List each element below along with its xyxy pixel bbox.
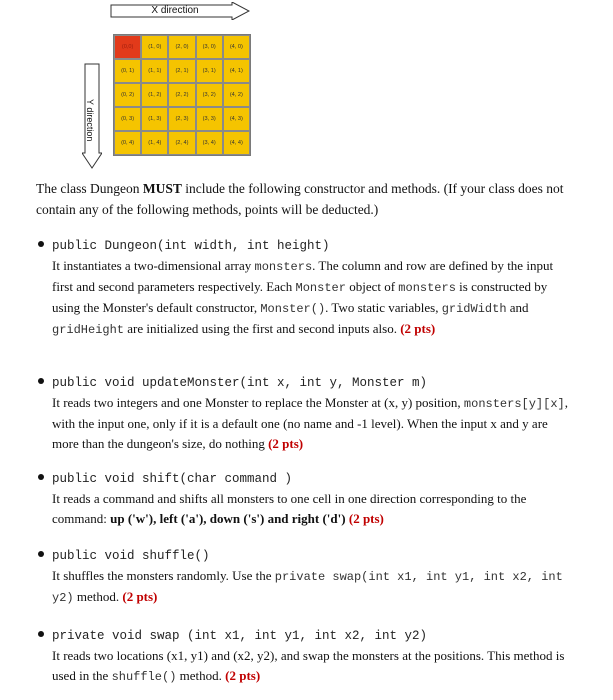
bullet-icon: [38, 241, 44, 247]
grid-cell: (0, 3): [114, 107, 141, 131]
grid-cell: (0, 2): [114, 83, 141, 107]
method-description: It reads two integers and one Monster to replace the Monster at (x, y) position, monsters[y][x], with the input one, only if it is a default one (no name and -1 level). When the input x and y are more than the dungeon's size, do nothing (2 pts): [52, 395, 568, 451]
intro-paragraph: [36, 178, 576, 220]
grid-cell: (1, 2): [141, 83, 168, 107]
grid-cell: (4, 2): [223, 83, 250, 107]
bullet-icon: [38, 474, 44, 480]
intro-must: MUST: [142, 181, 182, 196]
method-signature: public void updateMonster(int x, int y, Monster m): [52, 376, 428, 390]
bullet-icon: [38, 631, 44, 637]
grid-cell: (2, 3): [168, 107, 195, 131]
list-item-swap: [38, 626, 568, 687]
grid-cell: (3, 3): [196, 107, 223, 131]
grid-cell: (1, 1): [141, 59, 168, 83]
bullet-icon: [38, 551, 44, 557]
grid-cell: (3, 4): [196, 131, 223, 155]
method-signature: public void shift(char command ): [52, 472, 293, 486]
grid-cell: (2, 2): [168, 83, 195, 107]
method-signature: public void shuffle(): [52, 549, 210, 563]
grid-cell: (2, 1): [168, 59, 195, 83]
grid-cell: (3, 2): [196, 83, 223, 107]
intro-post: include the following constructor and methods. (If your class does not contain any of the following methods, points will be deducted.): [36, 181, 564, 217]
grid-cell: (2, 0): [168, 35, 195, 59]
bullet-icon: [38, 378, 44, 384]
points-label: (2 pts): [225, 668, 261, 683]
grid-cell: (4, 4): [223, 131, 250, 155]
list-item-constructor: [38, 236, 568, 340]
intro-pre: The class Dungeon: [36, 181, 143, 196]
points-label: (2 pts): [268, 436, 304, 451]
method-description: It reads two locations (x1, y1) and (x2, y2), and swap the monsters at the positions. This method is used in the shuffle() method. (2 pts): [52, 648, 565, 684]
method-description: It shuffles the monsters randomly. Use the private swap(int x1, int y1, int x2, int y2) method. (2 pts): [52, 568, 563, 605]
list-item-shuffle: [38, 546, 568, 608]
points-label: (2 pts): [400, 321, 436, 336]
list-item-update-monster: [38, 373, 568, 454]
points-label: (2 pts): [122, 589, 158, 604]
x-direction-label: X direction: [151, 5, 199, 16]
y-direction-label: Y direction: [85, 99, 95, 142]
grid-cell: (4, 1): [223, 59, 250, 83]
grid-cell: (4, 0): [223, 35, 250, 59]
method-signature: private void swap (int x1, int y1, int x2, int y2): [52, 629, 428, 643]
grid-cell: (1, 3): [141, 107, 168, 131]
grid-cell: (2, 4): [168, 131, 195, 155]
dungeon-grid: [113, 34, 251, 156]
method-signature: public Dungeon(int width, int height): [52, 239, 330, 253]
points-label: (2 pts): [348, 511, 384, 526]
grid-cell-origin: (0,0): [114, 35, 141, 59]
grid-cell: (3, 1): [196, 59, 223, 83]
grid-cell: (1, 0): [141, 35, 168, 59]
list-item-shift: [38, 469, 568, 529]
grid-cell: (4, 3): [223, 107, 250, 131]
method-description: It reads a command and shifts all monsters to one cell in one direction corresponding to the command: up ('w'), left ('a'), down ('s') and right ('d') (2 pts): [52, 491, 527, 526]
method-description: It instantiates a two-dimensional array monsters. The column and row are defined by the input first and second parameters respectively. Each Monster object of monsters is constructed by using the Monster's default constructor, Monster(). Two static variables, gridWidth and gridHeight are initialized using the first and second inputs also. (2 pts): [52, 258, 554, 337]
grid-cell: (0, 4): [114, 131, 141, 155]
grid-cell: (0, 1): [114, 59, 141, 83]
grid-cell: (3, 0): [196, 35, 223, 59]
grid-cell: (1, 4): [141, 131, 168, 155]
